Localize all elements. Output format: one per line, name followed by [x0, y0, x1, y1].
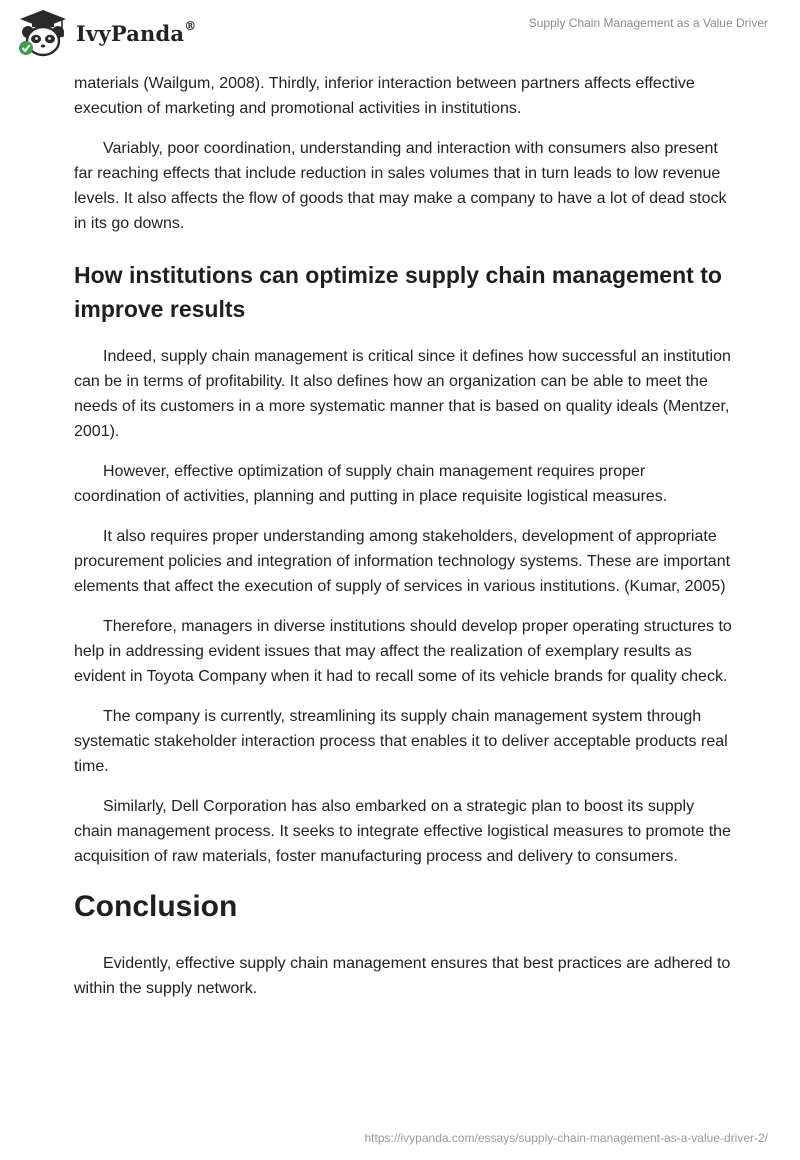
paragraph: Variably, poor coordination, understanding and interaction with consumers also present far reaching effects that include reduction in sales volumes that in turn leads to low revenue levels. It also affects the flow of goods that may make a company to have a lot of dead stock in its go downs. [74, 140, 727, 232]
panda-graduate-icon [16, 8, 70, 58]
paragraph: The company is currently, streamlining its supply chain management system through systematic stakeholder interaction process that enables it to deliver acceptable products real time. [74, 708, 728, 775]
conclusion-heading: Conclusion [74, 890, 238, 923]
paragraph: Therefore, managers in diverse institutions should develop proper operating structures to help in addressing evident issues that may affect the realization of exemplary results as evident in Toyota Company when it had to recall some of its vehicle brands for quality check. [74, 618, 732, 685]
paragraph: It also requires proper understanding among stakeholders, development of appropriate procurement policies and integration of information technology systems. These are important elements that affect the execution of supply of services in various institutions. (Kumar, 2005) [74, 528, 731, 595]
paragraph: However, effective optimization of supply chain management requires proper coordination of activities, planning and putting in place requisite logistical measures. [74, 463, 668, 505]
paragraph: materials (Wailgum, 2008). Thirdly, inferior interaction between partners affects effective execution of marketing and promotional activities in institutions. [74, 75, 695, 117]
essay-body [74, 71, 734, 1016]
paragraph: Similarly, Dell Corporation has also embarked on a strategic plan to boost its supply chain management process. It seeks to integrate effective logistical measures to promote the acquisition of raw materials, foster manufacturing process and delivery to consumers. [74, 798, 731, 865]
brand-name: IvyPanda® [76, 18, 197, 46]
document-title: Supply Chain Management as a Value Driver [528, 16, 768, 30]
section-heading: How institutions can optimize supply chain management to improve results [74, 262, 722, 322]
source-url[interactable]: https://ivypanda.com/essays/supply-chain-management-as-a-value-driver-2/ [364, 1131, 768, 1145]
page-header [0, 0, 800, 64]
brand-logo[interactable] [16, 8, 196, 58]
paragraph: Indeed, supply chain management is critical since it defines how successful an institution can be in terms of profitability. It also defines how an organization can be able to meet the needs of its customers in a more systematic manner that is based on quality ideals (Mentzer, 2001). [74, 348, 731, 440]
paragraph: Evidently, effective supply chain management ensures that best practices are adhered to within the supply network. [74, 955, 731, 997]
